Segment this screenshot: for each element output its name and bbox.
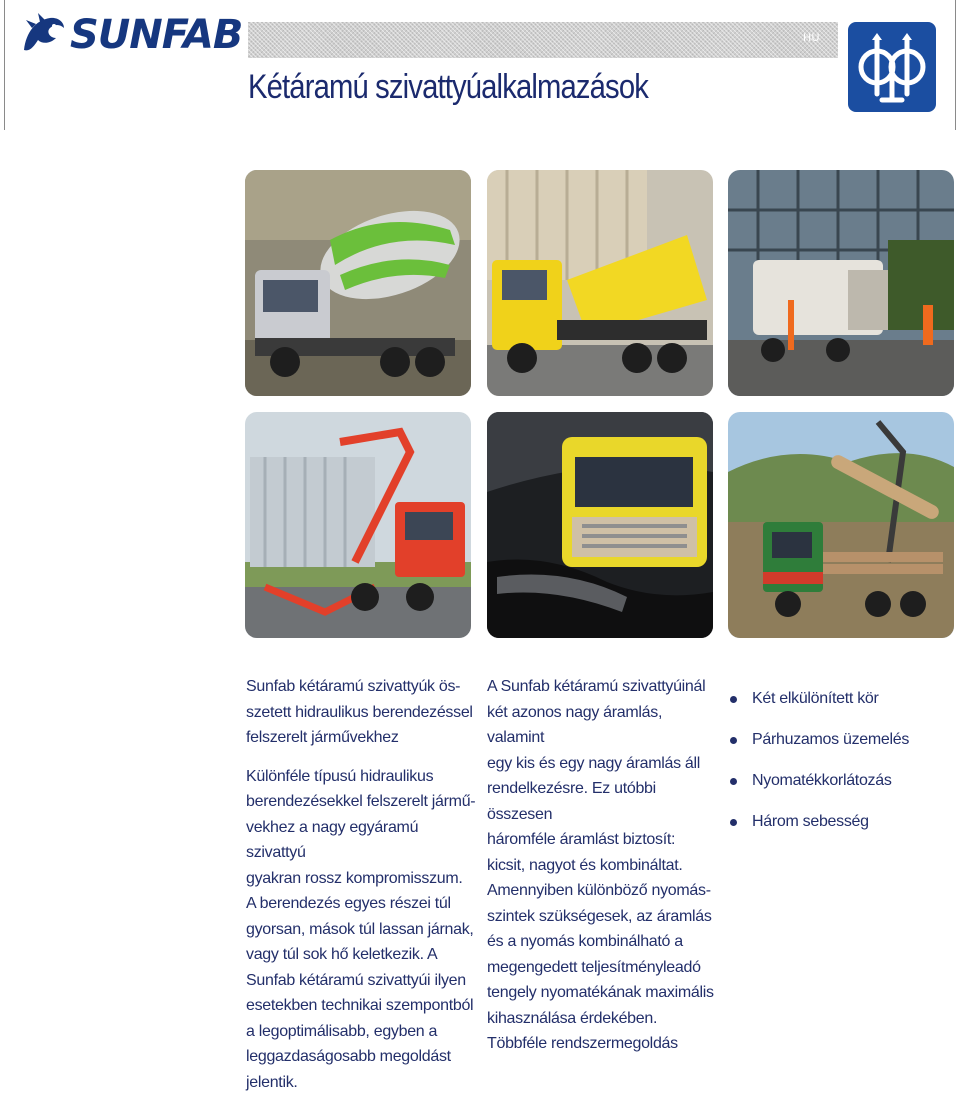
left-margin-rule [4,0,5,130]
dragon-emblem-icon [20,10,70,60]
bullet-icon [730,778,737,785]
photo-concrete-mixer-truck [245,170,471,396]
bullet-icon [730,737,737,744]
photo-hook-lift-container-truck [487,170,713,396]
feature-item: Három sebesség [730,809,950,835]
brand-name: SUNFAB [70,12,242,58]
dual-pump-logo-icon [848,22,936,112]
feature-item: Nyomatékkorlátozás [730,768,950,794]
intro-paragraph: Sunfab kétáramú szivattyúk ös- szetett hidraulikus berendezéssel felszerelt járművekhez [246,674,478,751]
photo-snow-plough-truck [487,412,713,638]
photo-container-side-loader-truck [245,412,471,638]
text-column-2 [487,674,719,1057]
photo-timber-truck-with-crane [728,412,954,638]
right-margin-rule [955,0,956,130]
flow-paragraph: A Sunfab kétáramú szivattyúinál két azonos nagy áramlás, valamint egy kis és egy nagy áramlás áll rendelkezésre. Ez utóbbi összesen háromféle áramlást biztosít: kicsit, nagyot és kombináltat. Amennyiben különböző nyomás- szintek szükségesek, az áramlás és a nyomás kombinálható a megengedett teljesítményleadó tengely nyomatékának maximális kihasználása érdekében. Többféle rendszermegoldás [487,674,719,1057]
compromise-paragraph: Különféle típusú hidraulikus berendezésekkel felszerelt jármű- vekhez a nagy egyáramú szivattyú gyakran rossz kompromisszum. A berendezés egyes részei túl gyorsan, mások túl lassan járnak, vagy túl sok hő keletkezik. A Sunfab kétáramú szivattyúi ilyen esetekben technikai szempontból a legoptimálisabb, egyben a leggazdaságosabb megoldást jelentik. [246,764,478,1095]
bullet-icon [730,819,737,826]
feature-item: Párhuzamos üzemelés [730,727,950,753]
feature-list [730,686,950,850]
language-code: HU [803,32,820,44]
photo-refuse-collection-truck [728,170,954,396]
bullet-icon [730,696,737,703]
header-band [248,22,838,58]
page-title: Kétáramú szivattyúalkalmazások [248,68,648,107]
feature-item: Két elkülönített kör [730,686,950,712]
text-column-1 [246,674,478,1095]
sunfab-logo [20,10,235,60]
